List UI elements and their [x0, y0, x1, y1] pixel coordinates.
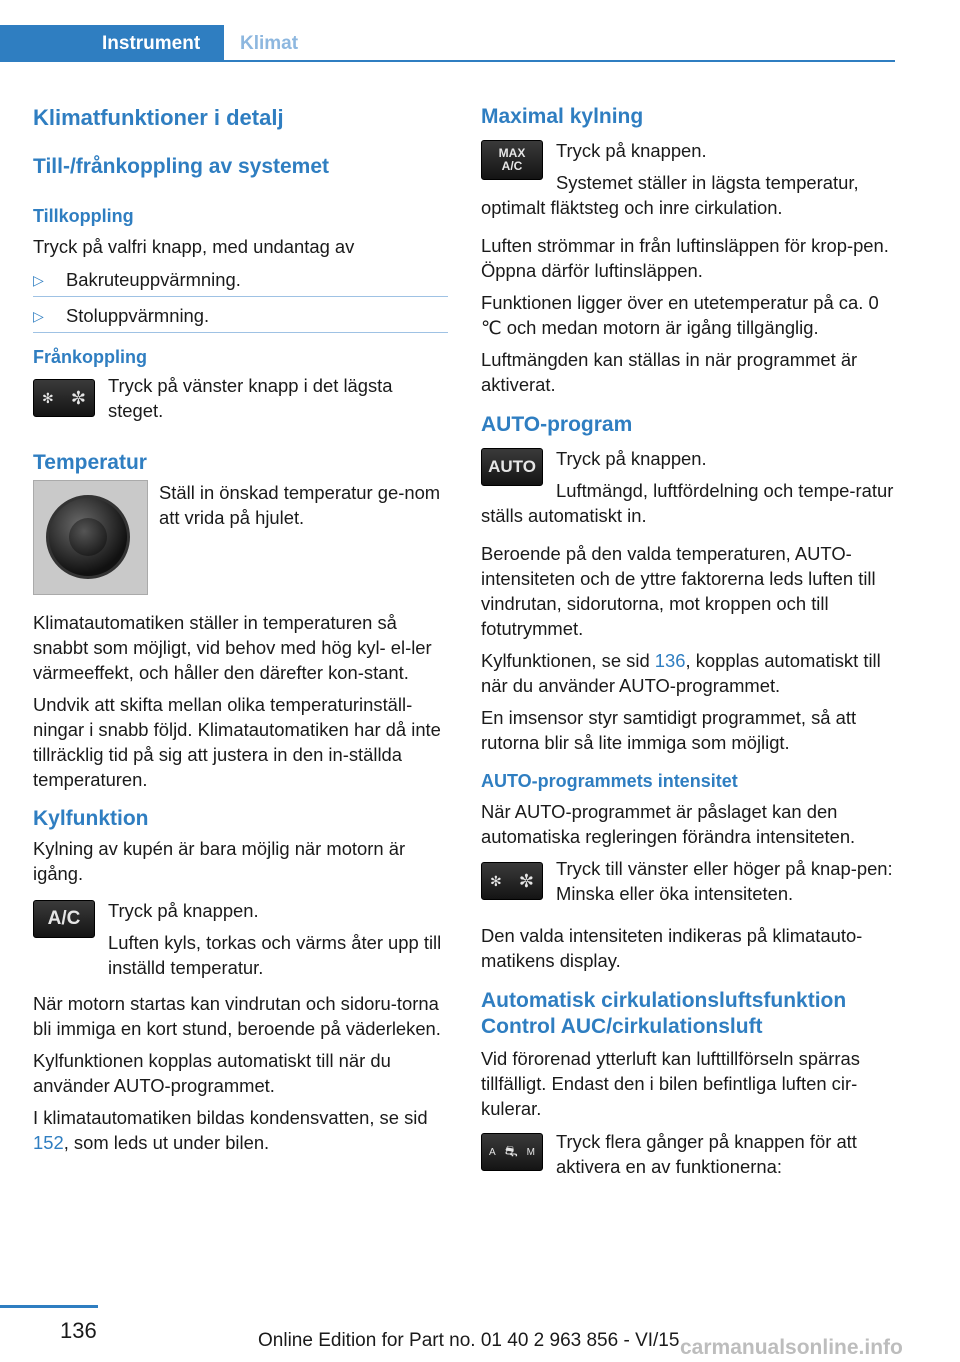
auc-row — [481, 1129, 896, 1181]
page-link-136[interactable]: 136 — [654, 650, 686, 671]
heading-auc: Automatisk cirkulationsluftsfunktion Control AUC/cirkulationsluft — [481, 989, 847, 1038]
intensity-instruction: Tryck till vänster eller höger på knap-pen: Minska eller öka intensiteten. — [556, 858, 893, 904]
bullet-triangle-icon: ▷ — [33, 308, 44, 324]
temperature-dial-image — [33, 480, 148, 595]
fan-small-icon: ✻ — [42, 389, 54, 406]
auto-paragraph-2: Kylfunktionen, se sid 136, kopplas automatiskt till när du använder AUTO-programmet. — [481, 650, 881, 696]
switch-off-row — [33, 373, 448, 425]
list-item: ▷ Stoluppvärmning. — [33, 303, 448, 328]
auto-paragraph-3: En imsensor styr samtidigt programmet, så att rutorna blir så lite immiga som möjligt. — [481, 707, 857, 753]
heading-climate-functions: Klimatfunktioner i detalj — [33, 105, 284, 130]
page-link-152[interactable]: 152 — [33, 1132, 64, 1153]
tab-instrument[interactable]: Instrument — [0, 25, 224, 62]
fan-off-button-image — [33, 379, 95, 417]
edition-text: Online Edition for Part no. 01 40 2 963 856 - VI/15 — [258, 1330, 680, 1351]
intensity-paragraph-2: Den valda intensiteten indikeras på klimatauto-matikens display. — [481, 925, 863, 971]
heading-auto-program: AUTO-program — [481, 413, 633, 436]
fan-large-icon: ✼ — [70, 387, 86, 408]
heading-switch-on: Tillkoppling — [33, 206, 134, 226]
fan-small-icon: ✻ — [490, 872, 502, 889]
auto-paragraph-1: Beroende på den valda temperaturen, AUTO-intensiteten och de yttre faktorerna leds luften till vindrutan, sidorutorna, mot kroppen och till fotutrymmet. — [481, 543, 876, 639]
heading-max-cooling: Maximal kylning — [481, 105, 644, 128]
heading-switch-off: Frånkoppling — [33, 347, 147, 367]
left-column — [33, 100, 448, 1155]
heading-temperature: Temperatur — [33, 451, 147, 474]
max-instruction-2: Systemet ställer in lägsta temperatur, optimalt fläktsteg och inre cirkulation. — [481, 172, 859, 218]
page-number: 136 — [60, 1318, 97, 1343]
cooling-paragraph-4: I klimatautomatiken bildas kondensvatten, se sid 152, som leds ut under bilen. — [33, 1107, 428, 1153]
auto-row — [481, 446, 896, 528]
max-ac-row — [481, 138, 896, 220]
temperature-row — [33, 480, 448, 597]
auc-paragraph-1: Vid förorenad ytterluft kan lufttillförseln spärras tillfälligt. Endast den i bilen befintliga luften cir-kulerar. — [481, 1048, 860, 1119]
switch-off-text: Tryck på vänster knapp i det lägsta steget. — [108, 375, 393, 421]
ac-button-image: A/C — [33, 900, 95, 938]
max-ac-button-image: MAX A/C — [481, 140, 543, 180]
footer-accent-line — [0, 1305, 98, 1308]
watermark: carmanualsonline.info — [680, 1336, 903, 1359]
car-recirculation-icon: ⛐ — [504, 1142, 518, 1160]
heading-cooling: Kylfunktion — [33, 807, 149, 830]
recirculation-button-image: A ⛐ M — [481, 1133, 543, 1171]
fan-intensity-button-image — [481, 862, 543, 900]
max-paragraph-1: Luften strömmar in från luftinsläppen för krop-pen. Öppna därför luftinsläppen. — [481, 235, 889, 281]
dial-knob — [46, 495, 130, 579]
heading-auto-intensity: AUTO-programmets intensitet — [481, 771, 738, 791]
list-divider — [33, 296, 448, 297]
fan-large-icon: ✼ — [518, 870, 534, 891]
heading-on-off: Till-/frånkoppling av systemet — [33, 155, 330, 178]
switch-on-text: Tryck på valfri knapp, med undantag av — [33, 236, 355, 257]
list-divider — [33, 332, 448, 333]
right-column — [481, 100, 896, 1181]
max-paragraph-2: Funktionen ligger över en utetemperatur på ca. 0 ℃ och medan motorn är igång tillgänglig. — [481, 292, 879, 338]
intensity-row — [481, 856, 896, 908]
temperature-paragraph-1: Klimatautomatiken ställer in temperaturen så snabbt som möjligt, vid behov med hög kyl- el-ler värmeeffekt, och håller den därefter kon-stant. — [33, 612, 432, 683]
auto-button-image: AUTO — [481, 448, 543, 486]
temperature-instruction: Ställ in önskad temperatur ge-nom att vrida på hjulet. — [159, 482, 441, 528]
ac-row — [33, 898, 448, 980]
auc-instruction: Tryck flera gånger på knappen för att aktivera en av funktionerna: — [556, 1131, 857, 1177]
tab-klimat[interactable]: Klimat — [240, 33, 299, 54]
ac-instruction-1: Tryck på knappen. — [108, 900, 259, 921]
list-item: ▷ Bakruteuppvärmning. — [33, 267, 448, 292]
cooling-paragraph-3: Kylfunktionen kopplas automatiskt till när du använder AUTO-programmet. — [33, 1050, 391, 1096]
header-bar — [0, 25, 895, 62]
ac-instruction-2: Luften kyls, torkas och värms åter upp till inställd temperatur. — [108, 932, 442, 978]
cooling-paragraph-1: Kylning av kupén är bara möjlig när motorn är igång. — [33, 838, 406, 884]
temperature-paragraph-2: Undvik att skifta mellan olika temperaturinställ-ningar i snabb följd. Klimatautomatiken har då inte tillräcklig tid på sig att justera in den in-ställda temperaturen. — [33, 694, 441, 790]
intensity-paragraph-1: När AUTO-programmet är påslaget kan den automatiska regleringen förändra intensiteten. — [481, 801, 856, 847]
max-instruction-1: Tryck på knappen. — [556, 140, 707, 161]
auto-instruction-1: Tryck på knappen. — [556, 448, 707, 469]
bullet-triangle-icon: ▷ — [33, 272, 44, 288]
auto-instruction-2: Luftmängd, luftfördelning och tempe-ratur ställs automatiskt in. — [481, 480, 894, 526]
max-paragraph-3: Luftmängden kan ställas in när programmet är aktiverat. — [481, 349, 858, 395]
cooling-paragraph-2: När motorn startas kan vindrutan och sidoru-torna bli immiga en kort stund, beroende på väderleken. — [33, 993, 441, 1039]
